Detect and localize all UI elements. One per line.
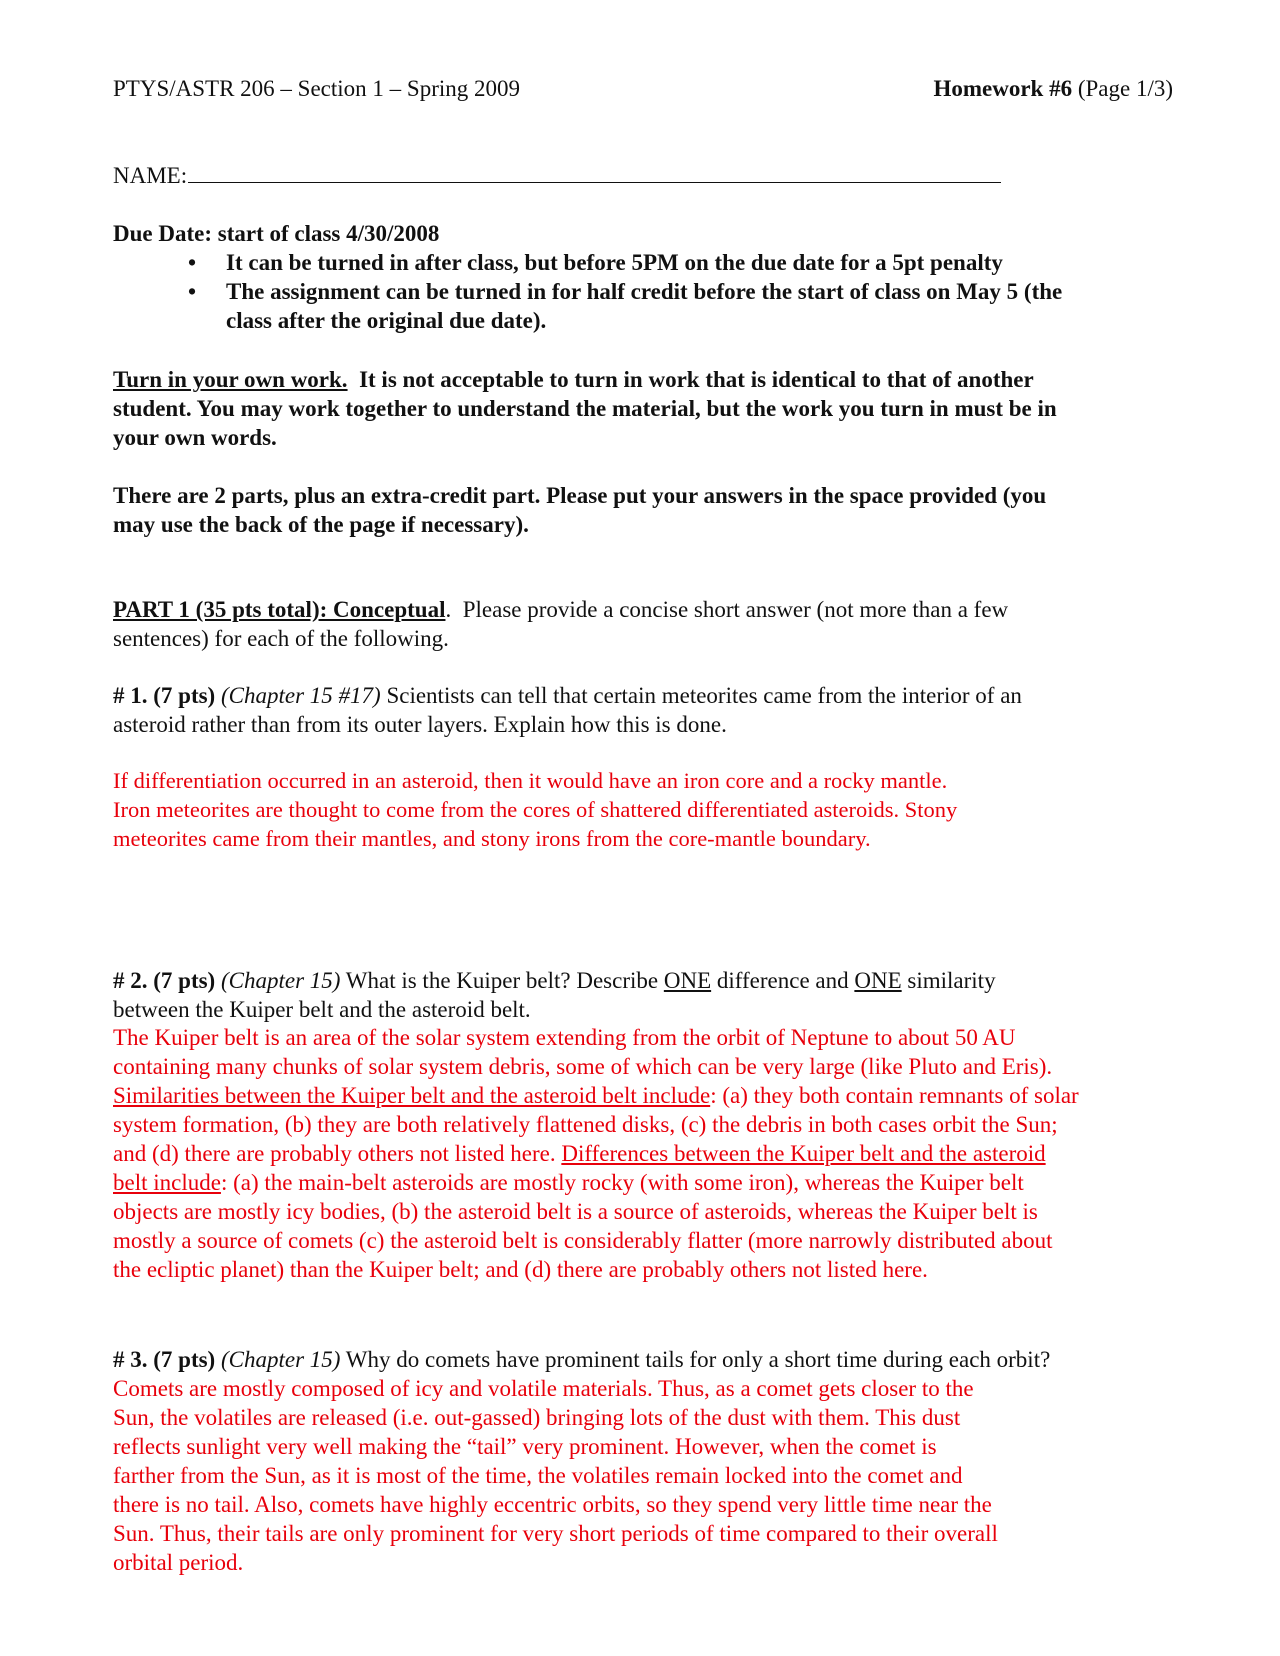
answer-line: [113, 1139, 1173, 1168]
answer-line: Sun. Thus, their tails are only prominent for very short periods of time compared to their overall: [113, 1521, 998, 1546]
question-number: # 1. (7 pts): [113, 683, 216, 708]
question-reference: (Chapter 15 #17): [220, 683, 381, 708]
bullet-icon: •: [188, 250, 197, 275]
question-number: # 2. (7 pts): [113, 968, 216, 993]
answer-text: and (d) there are probably others not listed here.: [113, 1141, 562, 1166]
due-date-item-line: The assignment can be turned in for half credit before the start of class on May 5 (the: [226, 279, 1063, 304]
question-text: What is the Kuiper belt? Describe: [340, 968, 664, 993]
question-text: Why do comets have prominent tails for only a short time during each orbit?: [340, 1347, 1051, 1372]
answer-3: [113, 1374, 1173, 1577]
part1-heading: PART 1 (35 pts total): Conceptual: [113, 597, 446, 622]
due-date-heading: Due Date: start of class 4/30/2008: [113, 221, 440, 246]
part1-line: sentences) for each of the following.: [113, 626, 449, 651]
question-line: [113, 966, 1173, 995]
question-line: asteroid rather than from its outer layers. Explain how this is done.: [113, 712, 727, 737]
answer-1: [113, 766, 1173, 853]
answer-text: : (a) they both contain remnants of solar: [710, 1083, 1079, 1108]
question-line: [113, 1345, 1173, 1374]
differences-heading: Differences between the Kuiper belt and the asteroid: [561, 1141, 1046, 1166]
answer-line: reflects sunlight very well making the “tail” very prominent. However, when the comet is: [113, 1434, 937, 1459]
question-reference: (Chapter 15): [220, 968, 341, 993]
parts-note-line: may use the back of the page if necessary).: [113, 512, 529, 537]
question-2: [113, 966, 1173, 1024]
part1-instructions: Please provide a concise short answer (not more than a few: [451, 597, 1009, 622]
question-number: # 3. (7 pts): [113, 1347, 216, 1372]
answer-line: [113, 1168, 1173, 1197]
due-date-item-line: It can be turned in after class, but before 5PM on the due date for a 5pt penalty: [226, 250, 1003, 275]
part1-period: .: [445, 597, 452, 622]
question-1: [113, 681, 1173, 739]
question-text: Scientists can tell that certain meteorites came from the interior of an: [380, 683, 1022, 708]
policy-heading: Turn in your own work.: [113, 367, 348, 392]
bullet-icon: •: [188, 279, 197, 304]
parts-note: [113, 481, 1173, 539]
answer-line: Iron meteorites are thought to come from the cores of shattered differentiated asteroids. Stony: [113, 797, 958, 822]
policy-text: It is not acceptable to turn in work that is identical to that of another: [347, 367, 1034, 392]
answer-line: orbital period.: [113, 1550, 244, 1575]
answer-line: containing many chunks of solar system debris, some of which can be very large (like Pluto and Eris).: [113, 1054, 1053, 1079]
question-emphasis: ONE: [854, 968, 902, 993]
answer-line: meteorites came from their mantles, and stony irons from the core-mantle boundary.: [113, 826, 871, 851]
page-indicator: (Page 1/3): [1072, 76, 1173, 101]
part1-line: [113, 595, 1173, 624]
differences-heading-cont: belt include: [113, 1170, 221, 1195]
question-text: difference and: [711, 968, 855, 993]
similarities-heading: Similarities between the Kuiper belt and the asteroid belt include: [113, 1083, 711, 1108]
policy-line: [113, 365, 1173, 394]
due-date-item: [113, 277, 1173, 335]
policy-line: your own words.: [113, 425, 277, 450]
parts-note-line: There are 2 parts, plus an extra-credit part. Please put your answers in the space provided (you: [113, 483, 1047, 508]
policy-line: student. You may work together to understand the material, but the work you turn in must be in: [113, 396, 1057, 421]
question-line: [113, 681, 1173, 710]
question-line: between the Kuiper belt and the asteroid belt.: [113, 997, 531, 1022]
due-date-list: [113, 248, 1173, 335]
answer-line: mostly a source of comets (c) the asteroid belt is considerably flatter (more narrowly distributed about: [113, 1228, 1053, 1253]
answer-line: [113, 1081, 1173, 1110]
name-blank-line: [188, 162, 1001, 183]
name-label: NAME:: [113, 163, 188, 188]
homework-title: [933, 74, 1173, 103]
question-text: similarity: [901, 968, 996, 993]
question-reference: (Chapter 15): [220, 1347, 341, 1372]
course-title: PTYS/ASTR 206 – Section 1 – Spring 2009: [113, 76, 521, 101]
homework-number: Homework #6: [933, 76, 1073, 101]
answer-line: objects are mostly icy bodies, (b) the asteroid belt is a source of asteroids, whereas the Kuiper belt is: [113, 1199, 1038, 1224]
answer-line: farther from the Sun, as it is most of the time, the volatiles remain locked into the comet and: [113, 1463, 963, 1488]
name-field-row: [113, 161, 1173, 190]
part1-intro: [113, 595, 1173, 653]
answer-line: The Kuiper belt is an area of the solar system extending from the orbit of Neptune to about 50 AU: [113, 1025, 1016, 1050]
answer-line: system formation, (b) they are both relatively flattened disks, (c) the debris in both cases orbit the Sun;: [113, 1112, 1058, 1137]
answer-text: : (a) the main-belt asteroids are mostly rocky (with some iron), whereas the Kuiper belt: [220, 1170, 1024, 1195]
due-date-item: [113, 248, 1173, 277]
answer-line: If differentiation occurred in an asteroid, then it would have an iron core and a rocky mantle.: [113, 768, 948, 793]
answer-line: there is no tail. Also, comets have highly eccentric orbits, so they spend very little time near the: [113, 1492, 992, 1517]
page-header: [113, 74, 1173, 103]
work-policy: [113, 365, 1173, 452]
due-date-item-line: class after the original due date).: [226, 308, 547, 333]
answer-line: Sun, the volatiles are released (i.e. out-gassed) bringing lots of the dust with them. This dust: [113, 1405, 961, 1430]
due-date-section: [113, 219, 1173, 335]
question-3: [113, 1345, 1173, 1374]
answer-line: Comets are mostly composed of icy and volatile materials. Thus, as a comet gets closer to the: [113, 1376, 974, 1401]
answer-2: [113, 1023, 1173, 1284]
question-emphasis: ONE: [663, 968, 712, 993]
answer-line: the ecliptic planet) than the Kuiper belt; and (d) there are probably others not listed here.: [113, 1257, 928, 1282]
